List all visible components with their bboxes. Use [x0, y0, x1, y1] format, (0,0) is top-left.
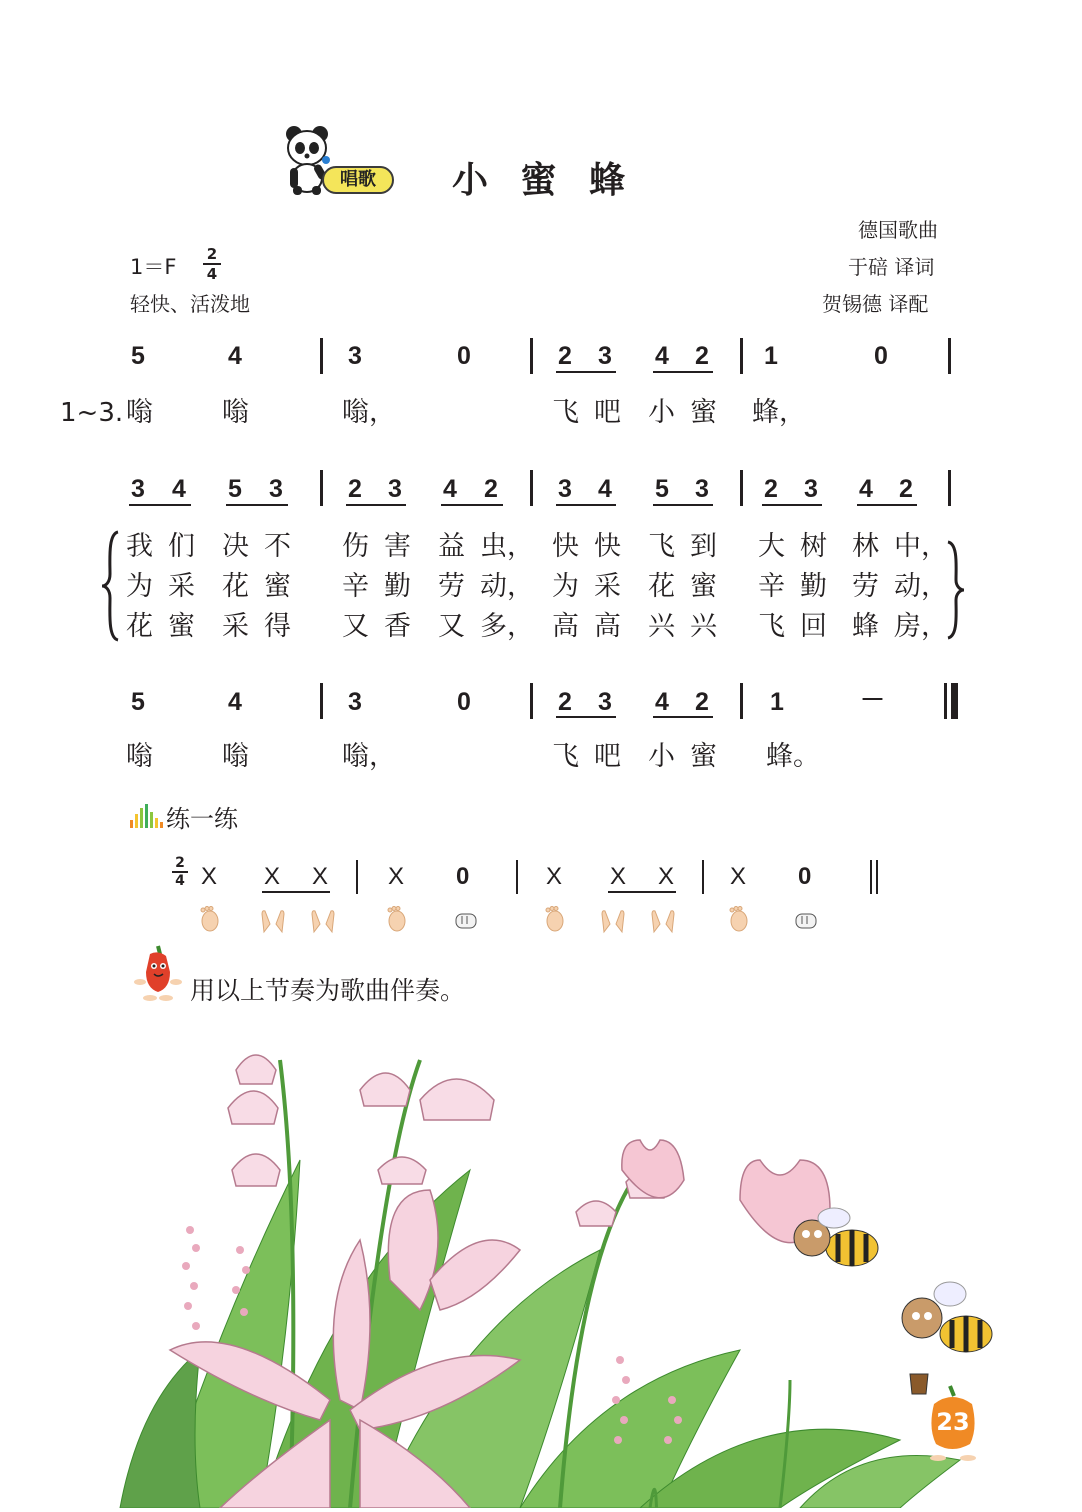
note: 4	[598, 475, 612, 503]
beam	[653, 716, 713, 718]
section-badge	[322, 166, 394, 194]
lyric: 小	[648, 397, 675, 428]
pepper-mascot-icon	[130, 942, 186, 1006]
note: 5	[131, 688, 145, 716]
lyric: 高	[594, 611, 621, 642]
lyric: 飞	[648, 531, 675, 562]
note: 3	[598, 688, 612, 716]
lyric: 蜜	[690, 571, 717, 602]
lyric: 多，	[480, 611, 534, 642]
lyric: 蜂，	[752, 397, 806, 428]
beam	[653, 504, 713, 506]
final-barline-thin	[944, 683, 947, 719]
lyric: 辛	[758, 571, 785, 602]
lyric: 虫，	[480, 531, 534, 562]
note: 3	[804, 475, 818, 503]
barline	[530, 470, 533, 506]
note: 2	[348, 475, 362, 503]
lyric: 嗡	[222, 741, 249, 772]
note: 4	[859, 475, 873, 503]
rhythm-symbol: 0	[456, 863, 470, 890]
lyric: 决	[222, 531, 249, 562]
note: 2	[695, 342, 709, 370]
lyric: 蜂。	[766, 741, 820, 772]
lyric: 飞	[758, 611, 785, 642]
lyric: 采	[594, 571, 621, 602]
lyric: 为	[552, 571, 579, 602]
tempo-marking: 轻快、活泼地	[130, 292, 250, 316]
lyric: 害	[384, 531, 411, 562]
lyric: 不	[264, 531, 291, 562]
beam	[556, 371, 616, 373]
lyric: 树	[800, 531, 827, 562]
rhythm-symbol: X	[201, 863, 218, 890]
rhythm-symbol: X	[658, 863, 675, 890]
barline	[702, 860, 704, 894]
lyric: 飞	[552, 397, 579, 428]
note: 2	[558, 688, 572, 716]
lyric: 又	[342, 611, 369, 642]
note: 3	[558, 475, 572, 503]
barline	[530, 683, 533, 719]
note: 5	[131, 342, 145, 370]
note: 4	[228, 342, 242, 370]
lyric: 高	[552, 611, 579, 642]
rhythm-symbol: X	[312, 863, 329, 890]
left-brace	[100, 530, 122, 646]
note: 5	[228, 475, 242, 503]
clap-icon	[308, 904, 338, 939]
lyric: 香	[384, 611, 411, 642]
lyric: 小	[648, 741, 675, 772]
note: 4	[655, 688, 669, 716]
barline	[516, 860, 518, 894]
beam	[857, 504, 917, 506]
lyric: 勤	[384, 571, 411, 602]
barline	[320, 470, 323, 506]
lyric: 中，	[894, 531, 948, 562]
lyric: 采	[168, 571, 195, 602]
fist-icon	[794, 910, 820, 937]
lyric: 嗡	[126, 741, 153, 772]
clap-icon	[598, 904, 628, 939]
beam	[262, 891, 330, 893]
note: 3	[695, 475, 709, 503]
instruction-text: 用以上节奏为歌曲伴奏。	[190, 976, 466, 1005]
clap-icon	[258, 904, 288, 939]
lyric: 益	[438, 531, 465, 562]
foot-icon	[727, 906, 749, 937]
lyric: 吧	[594, 397, 621, 428]
note: 4	[443, 475, 457, 503]
lyric: 花	[126, 611, 153, 642]
credit-origin: 德国歌曲	[858, 218, 938, 242]
lyric: 蜂	[852, 611, 879, 642]
section-badge-label: 唱歌	[340, 169, 376, 190]
lyric: 蜜	[690, 741, 717, 772]
lyric: 嗡	[126, 397, 153, 428]
barline	[740, 338, 743, 374]
rhythm-symbol: X	[388, 863, 405, 890]
beam	[226, 504, 288, 506]
rhythm-symbol: X	[730, 863, 747, 890]
lyric: 为	[126, 571, 153, 602]
lyric: 勤	[800, 571, 827, 602]
lyric: 房，	[894, 611, 948, 642]
lyric: 快	[552, 531, 579, 562]
page-number: 23	[936, 1408, 970, 1436]
note: 2	[484, 475, 498, 503]
lyric: 我	[126, 531, 153, 562]
lyric: 蜜	[690, 397, 717, 428]
lyric: 嗡	[222, 397, 249, 428]
note: 4	[655, 342, 669, 370]
beam	[608, 891, 676, 893]
foot-icon	[543, 906, 565, 937]
lyric: 们	[168, 531, 195, 562]
note: 4	[172, 475, 186, 503]
final-barline-thick	[951, 683, 958, 719]
barline	[948, 338, 951, 374]
beam	[441, 504, 503, 506]
beam	[762, 504, 822, 506]
lyric: 到	[690, 531, 717, 562]
lyric: 兴	[648, 611, 675, 642]
note: 2	[899, 475, 913, 503]
note: 2	[695, 688, 709, 716]
note: 1	[770, 688, 784, 716]
barline	[740, 683, 743, 719]
note: 1	[764, 342, 778, 370]
note: 0	[457, 342, 471, 370]
final-barline	[876, 860, 878, 894]
clap-icon	[648, 904, 678, 939]
song-title: 小 蜜 蜂	[452, 160, 636, 201]
note: 0	[457, 688, 471, 716]
lyric: 辛	[342, 571, 369, 602]
lyric: 飞	[552, 741, 579, 772]
foot-icon	[198, 906, 220, 937]
lyric: 动，	[894, 571, 948, 602]
final-barline	[870, 860, 872, 894]
verse-number: 1~3.	[60, 398, 124, 428]
barline	[948, 470, 951, 506]
lyric: 兴	[690, 611, 717, 642]
note: 3	[131, 475, 145, 503]
lyric: 快	[594, 531, 621, 562]
rhythm-symbol: 0	[798, 863, 812, 890]
lyric: 大	[758, 531, 785, 562]
lyric: 劳	[852, 571, 879, 602]
lyric: 蜜	[264, 571, 291, 602]
note: 5	[655, 475, 669, 503]
lyric: 劳	[438, 571, 465, 602]
lyric: 动，	[480, 571, 534, 602]
lyric: 吧	[594, 741, 621, 772]
rhythm-symbol: X	[546, 863, 563, 890]
bee-icon	[902, 1282, 992, 1394]
beam	[346, 504, 406, 506]
beam	[653, 371, 713, 373]
barline	[740, 470, 743, 506]
note: 2	[558, 342, 572, 370]
lyric: 花	[648, 571, 675, 602]
time-signature: 2 4	[203, 246, 221, 282]
barline	[356, 860, 358, 894]
equalizer-icon	[130, 804, 164, 832]
lyric: 花	[222, 571, 249, 602]
barline	[530, 338, 533, 374]
practice-title: 练一练	[166, 805, 238, 833]
note: －	[860, 686, 886, 714]
credit-arranger: 贺锡德 译配	[822, 292, 929, 316]
fist-icon	[454, 910, 480, 937]
note: 2	[764, 475, 778, 503]
note: 0	[874, 342, 888, 370]
lyric: 回	[800, 611, 827, 642]
flower-bee-illustration	[0, 1020, 1082, 1508]
key-signature: 1＝F	[130, 255, 177, 279]
lyric: 伤	[342, 531, 369, 562]
barline	[320, 338, 323, 374]
rhythm-time-signature: 2 4	[172, 856, 188, 888]
beam	[129, 504, 191, 506]
note: 3	[388, 475, 402, 503]
foot-icon	[385, 906, 407, 937]
lyric: 得	[264, 611, 291, 642]
lyric: 又	[438, 611, 465, 642]
lyric: 采	[222, 611, 249, 642]
beam	[556, 504, 616, 506]
note: 4	[228, 688, 242, 716]
beam	[556, 716, 616, 718]
rhythm-symbol: X	[610, 863, 627, 890]
note: 3	[348, 342, 362, 370]
lyric: 嗡，	[342, 397, 396, 428]
note: 3	[348, 688, 362, 716]
note: 3	[598, 342, 612, 370]
rhythm-symbol: X	[264, 863, 281, 890]
lyric: 嗡，	[342, 741, 396, 772]
lyric: 蜜	[168, 611, 195, 642]
barline	[320, 683, 323, 719]
lyric: 林	[852, 531, 879, 562]
credit-lyricist: 于碚 译词	[848, 255, 935, 279]
note: 3	[269, 475, 283, 503]
